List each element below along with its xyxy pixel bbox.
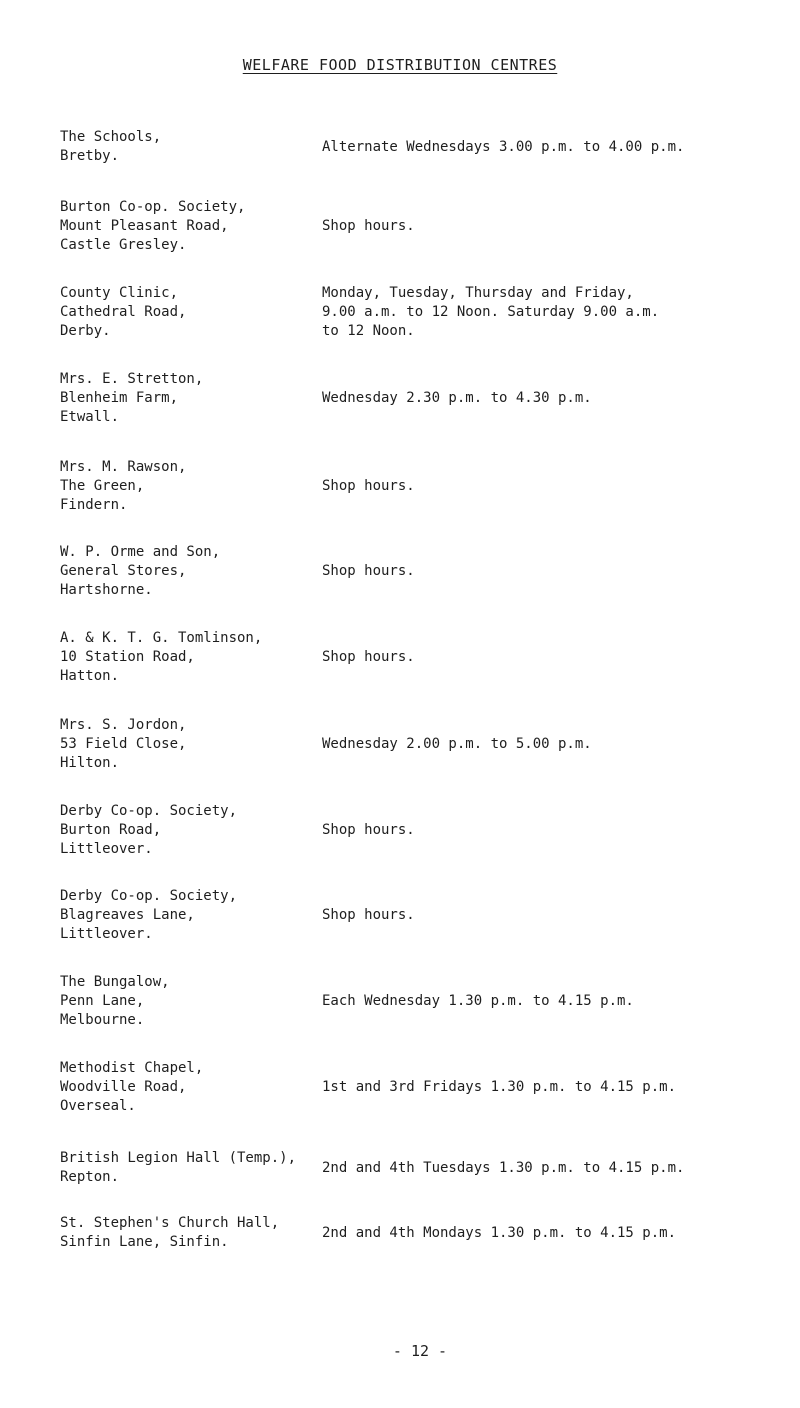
centre-address [60, 198, 322, 255]
address-line: Littleover. [60, 841, 153, 857]
centre-hours [322, 284, 780, 341]
hours-line: Shop hours. [322, 563, 415, 579]
centre-hours [322, 735, 780, 754]
centre-hours [322, 1078, 780, 1097]
centre-entry [60, 370, 780, 427]
centre-address [60, 1149, 322, 1187]
address-line: Woodville Road, [60, 1079, 187, 1095]
address-line: Sinfin Lane, Sinfin. [60, 1234, 229, 1250]
address-line: The Schools, [60, 129, 162, 145]
centre-address [60, 284, 322, 341]
centre-entry [60, 458, 780, 515]
hours-line: Wednesday 2.30 p.m. to 4.30 p.m. [322, 390, 592, 406]
centre-address [60, 458, 322, 515]
centre-entry [60, 802, 780, 859]
address-line: Derby. [60, 323, 111, 339]
hours-line: Monday, Tuesday, Thursday and Friday, [322, 285, 634, 301]
centre-address [60, 973, 322, 1030]
page-title: WELFARE FOOD DISTRIBUTION CENTRES [242, 56, 558, 74]
hours-line: Shop hours. [322, 907, 415, 923]
centre-entry [60, 543, 780, 600]
address-line: Melbourne. [60, 1012, 145, 1028]
address-line: County Clinic, [60, 285, 179, 301]
centre-entry [60, 198, 780, 255]
address-line: Blagreaves Lane, [60, 907, 195, 923]
centre-hours [322, 992, 780, 1011]
centre-hours [322, 906, 780, 925]
centre-address [60, 1059, 322, 1116]
hours-line: to 12 Noon. [322, 323, 415, 339]
address-line: Castle Gresley. [60, 237, 187, 253]
centre-entry [60, 629, 780, 686]
hours-line: Shop hours. [322, 822, 415, 838]
hours-line: Alternate Wednesdays 3.00 p.m. to 4.00 p.m. [322, 138, 685, 155]
centre-entry [60, 1059, 780, 1116]
address-line: The Green, [60, 478, 145, 494]
centre-hours [322, 562, 780, 581]
address-line: Mrs. M. Rawson, [60, 459, 187, 475]
centre-entry [60, 887, 780, 944]
centre-entry [60, 1149, 780, 1187]
hours-line: Shop hours. [322, 649, 415, 665]
hours-line: Wednesday 2.00 p.m. to 5.00 p.m. [322, 736, 592, 752]
centre-entry [60, 716, 780, 773]
centre-hours [322, 1159, 780, 1178]
centre-hours [322, 477, 780, 496]
hours-line: Shop hours. [322, 218, 415, 234]
address-line: Hartshorne. [60, 582, 153, 598]
centre-hours [322, 389, 780, 408]
centre-hours [322, 648, 780, 667]
address-line: Blenheim Farm, [60, 390, 179, 406]
address-line: Burton Co-op. Society, [60, 199, 246, 215]
address-line: Hatton. [60, 668, 120, 684]
address-line: 10 Station Road, [60, 649, 195, 665]
centre-address [60, 370, 322, 427]
address-line: Hilton. [60, 755, 120, 771]
address-line: Bretby. [60, 148, 120, 164]
address-line: The Bungalow, [60, 974, 170, 990]
address-line: W. P. Orme and Son, [60, 544, 221, 560]
address-line: St. Stephen's Church Hall, [60, 1215, 280, 1231]
centre-entry [60, 973, 780, 1030]
address-line: General Stores, [60, 563, 187, 579]
address-line: British Legion Hall (Temp.), [60, 1150, 297, 1166]
centre-address [60, 543, 322, 600]
centre-hours [322, 1224, 780, 1243]
centre-entry [60, 128, 780, 166]
hours-line: 9.00 a.m. to 12 Noon. Saturday 9.00 a.m. [322, 304, 660, 320]
address-line: Mrs. S. Jordon, [60, 717, 187, 733]
centre-address [60, 802, 322, 859]
address-line: A. & K. T. G. Tomlinson, [60, 630, 263, 646]
address-line: Derby Co-op. Society, [60, 803, 238, 819]
centre-hours [322, 217, 780, 236]
centre-entry [60, 1214, 780, 1252]
address-line: Repton. [60, 1169, 120, 1185]
hours-line: 2nd and 4th Mondays 1.30 p.m. to 4.15 p.m. [322, 1224, 677, 1241]
address-line: Findern. [60, 497, 128, 513]
address-line: Mount Pleasant Road, [60, 218, 229, 234]
centre-address [60, 629, 322, 686]
address-line: Etwall. [60, 409, 120, 425]
centre-hours [322, 138, 780, 157]
address-line: Mrs. E. Stretton, [60, 371, 204, 387]
address-line: Methodist Chapel, [60, 1060, 204, 1076]
hours-line: 2nd and 4th Tuesdays 1.30 p.m. to 4.15 p.m. [322, 1159, 685, 1176]
address-line: Derby Co-op. Society, [60, 888, 238, 904]
address-line: 53 Field Close, [60, 736, 187, 752]
hours-line: Each Wednesday 1.30 p.m. to 4.15 p.m. [322, 993, 634, 1009]
address-line: Penn Lane, [60, 993, 145, 1009]
address-line: Littleover. [60, 926, 153, 942]
page-number: - 12 - [392, 1342, 448, 1360]
centre-entry [60, 284, 780, 341]
centre-address [60, 887, 322, 944]
hours-line: 1st and 3rd Fridays 1.30 p.m. to 4.15 p.m. [322, 1079, 677, 1095]
centre-hours [322, 821, 780, 840]
centre-address [60, 128, 322, 166]
address-line: Burton Road, [60, 822, 162, 838]
hours-line: Shop hours. [322, 478, 415, 494]
address-line: Overseal. [60, 1098, 136, 1114]
address-line: Cathedral Road, [60, 304, 187, 320]
centre-address [60, 716, 322, 773]
centre-address [60, 1214, 322, 1252]
